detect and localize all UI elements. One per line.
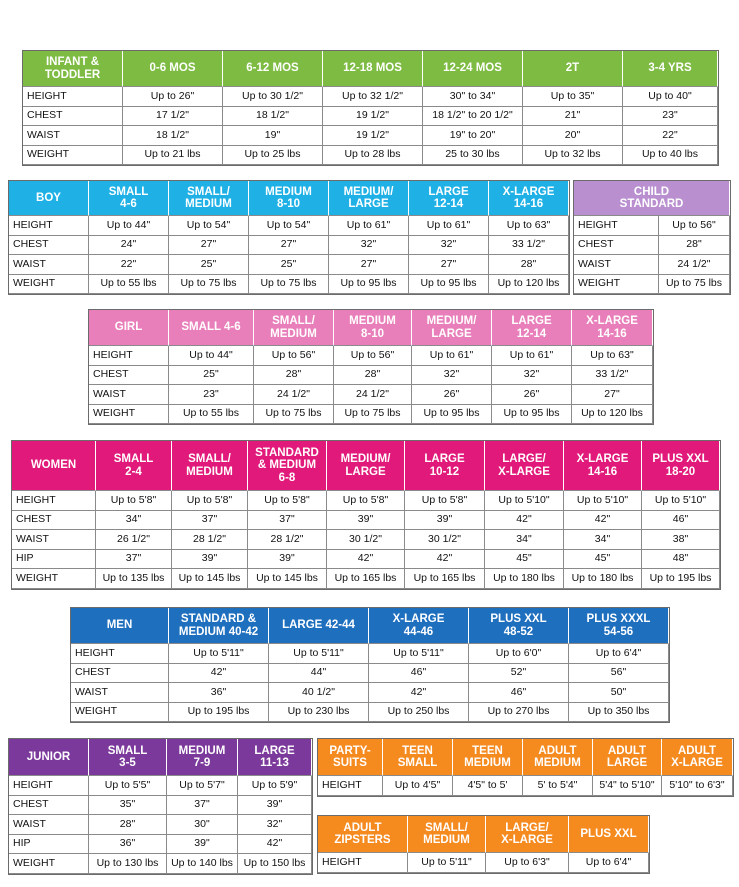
zipsters-row-label: HEIGHT (318, 853, 408, 873)
boy-value-cell: 27" (249, 236, 329, 256)
infant-value-cell: 18 1/2" (123, 126, 223, 146)
infant-row-label: WAIST (23, 126, 123, 146)
junior-value-cell: 36" (89, 835, 167, 855)
boy-value-cell: Up to 120 lbs (489, 275, 569, 295)
child-title: CHILD STANDARD (574, 181, 730, 216)
women-value-cell: 28 1/2" (172, 530, 248, 550)
party-row-label: HEIGHT (318, 776, 383, 796)
party-size-header: ADULT MEDIUM (523, 739, 593, 776)
boy-value-cell: 32" (409, 236, 489, 256)
men-value-cell: Up to 250 lbs (369, 703, 469, 723)
women-value-cell: Up to 180 lbs (485, 569, 564, 589)
junior-value-cell: Up to 150 lbs (238, 854, 312, 874)
boy-value-cell: 33 1/2" (489, 236, 569, 256)
women-value-cell: 37" (96, 550, 172, 570)
boy-size-header: SMALL 4-6 (89, 181, 169, 216)
junior-value-cell: 28" (89, 815, 167, 835)
women-value-cell: 39" (172, 550, 248, 570)
girl-size-header: X-LARGE 14-16 (572, 310, 653, 346)
boy-value-cell: Up to 75 lbs (169, 275, 249, 295)
boy-value-cell: 25" (169, 255, 249, 275)
child-size-table (573, 180, 731, 295)
junior-value-cell: Up to 130 lbs (89, 854, 167, 874)
child-value-cell: 24 1/2" (659, 255, 730, 275)
boy-value-cell: Up to 61" (329, 216, 409, 236)
women-value-cell: Up to 5'8" (96, 491, 172, 511)
boy-value-cell: 27" (409, 255, 489, 275)
women-value-cell: Up to 5'10" (485, 491, 564, 511)
junior-value-cell: 37" (167, 796, 238, 816)
girl-title: GIRL (89, 310, 169, 346)
junior-size-table (8, 738, 313, 875)
boy-value-cell: 24" (89, 236, 169, 256)
girl-value-cell: Up to 44" (169, 346, 254, 366)
girl-value-cell: Up to 75 lbs (334, 405, 412, 425)
men-value-cell: 46" (369, 664, 469, 684)
men-value-cell: Up to 5'11" (269, 644, 369, 664)
infant-value-cell: 22" (623, 126, 718, 146)
women-value-cell: 37" (172, 511, 248, 531)
women-value-cell: 39" (248, 550, 327, 570)
infant-value-cell: 18 1/2" (223, 107, 323, 127)
zipsters-title: ADULT ZIPSTERS (318, 816, 408, 853)
women-value-cell: Up to 135 lbs (96, 569, 172, 589)
girl-value-cell: 32" (492, 366, 572, 386)
women-value-cell: 39" (405, 511, 485, 531)
men-size-header: PLUS XXL 48-52 (469, 608, 569, 644)
infant-value-cell: Up to 40" (623, 87, 718, 107)
women-value-cell: 26 1/2" (96, 530, 172, 550)
infant-row-label: HEIGHT (23, 87, 123, 107)
infant-value-cell: Up to 35" (523, 87, 623, 107)
women-value-cell: Up to 165 lbs (405, 569, 485, 589)
girl-size-header: MEDIUM 8-10 (334, 310, 412, 346)
women-size-header: LARGE/ X-LARGE (485, 441, 564, 491)
boy-value-cell: 27" (329, 255, 409, 275)
party-value-cell: 5' to 5'4" (523, 776, 593, 796)
women-value-cell: Up to 145 lbs (248, 569, 327, 589)
men-size-header: PLUS XXXL 54-56 (569, 608, 669, 644)
infant-value-cell: 19 1/2" (323, 126, 423, 146)
women-title: WOMEN (12, 441, 96, 491)
zipsters-size-header: PLUS XXL (569, 816, 649, 853)
infant-value-cell: Up to 40 lbs (623, 146, 718, 166)
women-value-cell: Up to 5'8" (327, 491, 405, 511)
party-value-cell: 5'10" to 6'3" (662, 776, 733, 796)
girl-value-cell: 28" (334, 366, 412, 386)
child-value-cell: Up to 75 lbs (659, 275, 730, 295)
zipsters-size-table (317, 815, 650, 874)
women-value-cell: Up to 195 lbs (642, 569, 720, 589)
girl-value-cell: 32" (412, 366, 492, 386)
boy-value-cell: 28" (489, 255, 569, 275)
women-value-cell: Up to 180 lbs (564, 569, 642, 589)
men-value-cell: 46" (469, 683, 569, 703)
infant-size-header: 12-18 MOS (323, 51, 423, 87)
women-row-label: WAIST (12, 530, 96, 550)
junior-value-cell: Up to 5'7" (167, 776, 238, 796)
girl-value-cell: Up to 61" (412, 346, 492, 366)
women-value-cell: 37" (248, 511, 327, 531)
women-value-cell: 46" (642, 511, 720, 531)
party-value-cell: 5'4" to 5'10" (593, 776, 662, 796)
child-row-label: CHEST (574, 236, 659, 256)
party-size-header: ADULT X-LARGE (662, 739, 733, 776)
men-value-cell: Up to 195 lbs (169, 703, 269, 723)
men-value-cell: Up to 230 lbs (269, 703, 369, 723)
women-value-cell: 39" (327, 511, 405, 531)
men-size-header: X-LARGE 44-46 (369, 608, 469, 644)
infant-value-cell: 18 1/2" to 20 1/2" (423, 107, 523, 127)
women-size-header: MEDIUM/ LARGE (327, 441, 405, 491)
men-value-cell: 40 1/2" (269, 683, 369, 703)
women-value-cell: 48" (642, 550, 720, 570)
men-row-label: WAIST (71, 683, 169, 703)
women-value-cell: 42" (327, 550, 405, 570)
boy-value-cell: 27" (169, 236, 249, 256)
infant-value-cell: Up to 32 lbs (523, 146, 623, 166)
infant-value-cell: 20" (523, 126, 623, 146)
junior-row-label: WEIGHT (9, 854, 89, 874)
girl-value-cell: Up to 56" (334, 346, 412, 366)
boy-value-cell: Up to 75 lbs (249, 275, 329, 295)
women-size-header: PLUS XXL 18-20 (642, 441, 720, 491)
women-value-cell: 38" (642, 530, 720, 550)
women-value-cell: Up to 165 lbs (327, 569, 405, 589)
women-size-header: LARGE 10-12 (405, 441, 485, 491)
girl-value-cell: Up to 56" (254, 346, 334, 366)
girl-value-cell: 26" (492, 385, 572, 405)
girl-value-cell: 24 1/2" (334, 385, 412, 405)
zipsters-size-header: LARGE/ X-LARGE (486, 816, 569, 853)
zipsters-size-header: SMALL/ MEDIUM (408, 816, 486, 853)
women-size-header: SMALL/ MEDIUM (172, 441, 248, 491)
infant-size-header: 0-6 MOS (123, 51, 223, 87)
women-row-label: HEIGHT (12, 491, 96, 511)
women-size-header: X-LARGE 14-16 (564, 441, 642, 491)
boy-value-cell: Up to 54" (249, 216, 329, 236)
boy-size-header: LARGE 12-14 (409, 181, 489, 216)
girl-size-header: SMALL/ MEDIUM (254, 310, 334, 346)
junior-row-label: HIP (9, 835, 89, 855)
junior-size-header: LARGE 11-13 (238, 739, 312, 776)
men-value-cell: Up to 6'4" (569, 644, 669, 664)
infant-row-label: WEIGHT (23, 146, 123, 166)
infant-size-header: 6-12 MOS (223, 51, 323, 87)
infant-value-cell: Up to 26" (123, 87, 223, 107)
infant-value-cell: Up to 30 1/2" (223, 87, 323, 107)
infant-value-cell: 19 1/2" (323, 107, 423, 127)
girl-row-label: WAIST (89, 385, 169, 405)
women-size-table (11, 440, 721, 590)
men-row-label: WEIGHT (71, 703, 169, 723)
child-value-cell: 28" (659, 236, 730, 256)
infant-title: INFANT & TODDLER (23, 51, 123, 87)
men-row-label: CHEST (71, 664, 169, 684)
boy-row-label: WAIST (9, 255, 89, 275)
junior-value-cell: Up to 5'5" (89, 776, 167, 796)
boy-row-label: WEIGHT (9, 275, 89, 295)
girl-value-cell: Up to 63" (572, 346, 653, 366)
girl-value-cell: Up to 75 lbs (254, 405, 334, 425)
infant-value-cell: Up to 28 lbs (323, 146, 423, 166)
junior-row-label: WAIST (9, 815, 89, 835)
men-value-cell: 42" (369, 683, 469, 703)
women-value-cell: 42" (564, 511, 642, 531)
girl-value-cell: 28" (254, 366, 334, 386)
infant-size-table (22, 50, 719, 166)
men-value-cell: 50" (569, 683, 669, 703)
women-value-cell: 34" (564, 530, 642, 550)
girl-size-header: SMALL 4-6 (169, 310, 254, 346)
women-value-cell: Up to 5'8" (248, 491, 327, 511)
junior-value-cell: 39" (238, 796, 312, 816)
boy-value-cell: 25" (249, 255, 329, 275)
child-row-label: WEIGHT (574, 275, 659, 295)
girl-value-cell: Up to 61" (492, 346, 572, 366)
party-size-header: TEEN SMALL (383, 739, 453, 776)
boy-value-cell: Up to 61" (409, 216, 489, 236)
men-value-cell: 36" (169, 683, 269, 703)
boy-value-cell: Up to 63" (489, 216, 569, 236)
junior-row-label: CHEST (9, 796, 89, 816)
men-value-cell: 52" (469, 664, 569, 684)
child-value-cell: Up to 56" (659, 216, 730, 236)
men-value-cell: Up to 5'11" (369, 644, 469, 664)
boy-size-header: X-LARGE 14-16 (489, 181, 569, 216)
boy-row-label: HEIGHT (9, 216, 89, 236)
infant-size-header: 2T (523, 51, 623, 87)
party-size-header: ADULT LARGE (593, 739, 662, 776)
junior-value-cell: 32" (238, 815, 312, 835)
boy-size-table (8, 180, 570, 295)
women-value-cell: 45" (564, 550, 642, 570)
party-title: PARTY- SUITS (318, 739, 383, 776)
junior-row-label: HEIGHT (9, 776, 89, 796)
boy-value-cell: Up to 44" (89, 216, 169, 236)
men-row-label: HEIGHT (71, 644, 169, 664)
women-row-label: HIP (12, 550, 96, 570)
girl-size-header: LARGE 12-14 (492, 310, 572, 346)
boy-title: BOY (9, 181, 89, 216)
girl-row-label: WEIGHT (89, 405, 169, 425)
girl-value-cell: 23" (169, 385, 254, 405)
junior-value-cell: 39" (167, 835, 238, 855)
girl-row-label: CHEST (89, 366, 169, 386)
boy-size-header: SMALL/ MEDIUM (169, 181, 249, 216)
women-value-cell: 30 1/2" (405, 530, 485, 550)
junior-title: JUNIOR (9, 739, 89, 776)
boy-value-cell: Up to 95 lbs (329, 275, 409, 295)
child-row-label: WAIST (574, 255, 659, 275)
women-size-header: SMALL 2-4 (96, 441, 172, 491)
party-value-cell: 4'5" to 5' (453, 776, 523, 796)
boy-value-cell: 32" (329, 236, 409, 256)
zipsters-value-cell: Up to 5'11" (408, 853, 486, 873)
men-value-cell: Up to 350 lbs (569, 703, 669, 723)
men-value-cell: Up to 6'0" (469, 644, 569, 664)
girl-size-table (88, 309, 654, 425)
women-value-cell: 42" (485, 511, 564, 531)
women-size-header: STANDARD & MEDIUM 6-8 (248, 441, 327, 491)
zipsters-value-cell: Up to 6'3" (486, 853, 569, 873)
boy-size-header: MEDIUM/ LARGE (329, 181, 409, 216)
infant-value-cell: 17 1/2" (123, 107, 223, 127)
infant-value-cell: Up to 32 1/2" (323, 87, 423, 107)
men-size-header: STANDARD & MEDIUM 40-42 (169, 608, 269, 644)
men-value-cell: 56" (569, 664, 669, 684)
junior-value-cell: 35" (89, 796, 167, 816)
women-row-label: CHEST (12, 511, 96, 531)
girl-value-cell: Up to 95 lbs (492, 405, 572, 425)
girl-size-header: MEDIUM/ LARGE (412, 310, 492, 346)
women-value-cell: 34" (96, 511, 172, 531)
boy-value-cell: Up to 95 lbs (409, 275, 489, 295)
men-value-cell: 42" (169, 664, 269, 684)
girl-value-cell: 24 1/2" (254, 385, 334, 405)
men-value-cell: Up to 5'11" (169, 644, 269, 664)
girl-row-label: HEIGHT (89, 346, 169, 366)
girl-value-cell: Up to 120 lbs (572, 405, 653, 425)
party-size-table (317, 738, 734, 797)
infant-value-cell: Up to 21 lbs (123, 146, 223, 166)
junior-size-header: MEDIUM 7-9 (167, 739, 238, 776)
party-size-header: TEEN MEDIUM (453, 739, 523, 776)
women-value-cell: 34" (485, 530, 564, 550)
infant-row-label: CHEST (23, 107, 123, 127)
infant-value-cell: 25 to 30 lbs (423, 146, 523, 166)
girl-value-cell: Up to 55 lbs (169, 405, 254, 425)
women-value-cell: Up to 5'10" (642, 491, 720, 511)
zipsters-value-cell: Up to 6'4" (569, 853, 649, 873)
women-value-cell: 30 1/2" (327, 530, 405, 550)
child-row-label: HEIGHT (574, 216, 659, 236)
infant-size-header: 12-24 MOS (423, 51, 523, 87)
infant-value-cell: 19" to 20" (423, 126, 523, 146)
infant-value-cell: 23" (623, 107, 718, 127)
boy-value-cell: 22" (89, 255, 169, 275)
girl-value-cell: 26" (412, 385, 492, 405)
women-value-cell: Up to 145 lbs (172, 569, 248, 589)
men-title: MEN (71, 608, 169, 644)
women-row-label: WEIGHT (12, 569, 96, 589)
boy-value-cell: Up to 54" (169, 216, 249, 236)
junior-size-header: SMALL 3-5 (89, 739, 167, 776)
boy-size-header: MEDIUM 8-10 (249, 181, 329, 216)
girl-value-cell: 25" (169, 366, 254, 386)
men-size-table (70, 607, 670, 723)
infant-value-cell: Up to 25 lbs (223, 146, 323, 166)
women-value-cell: Up to 5'10" (564, 491, 642, 511)
junior-value-cell: Up to 140 lbs (167, 854, 238, 874)
boy-value-cell: Up to 55 lbs (89, 275, 169, 295)
junior-value-cell: Up to 5'9" (238, 776, 312, 796)
girl-value-cell: 27" (572, 385, 653, 405)
boy-row-label: CHEST (9, 236, 89, 256)
men-size-header: LARGE 42-44 (269, 608, 369, 644)
party-value-cell: Up to 4'5" (383, 776, 453, 796)
women-value-cell: Up to 5'8" (172, 491, 248, 511)
women-value-cell: 28 1/2" (248, 530, 327, 550)
infant-size-header: 3-4 YRS (623, 51, 718, 87)
infant-value-cell: 21" (523, 107, 623, 127)
men-value-cell: 44" (269, 664, 369, 684)
girl-value-cell: Up to 95 lbs (412, 405, 492, 425)
men-value-cell: Up to 270 lbs (469, 703, 569, 723)
women-value-cell: Up to 5'8" (405, 491, 485, 511)
infant-value-cell: 30" to 34" (423, 87, 523, 107)
women-value-cell: 45" (485, 550, 564, 570)
girl-value-cell: 33 1/2" (572, 366, 653, 386)
infant-value-cell: 19" (223, 126, 323, 146)
junior-value-cell: 30" (167, 815, 238, 835)
women-value-cell: 42" (405, 550, 485, 570)
junior-value-cell: 42" (238, 835, 312, 855)
